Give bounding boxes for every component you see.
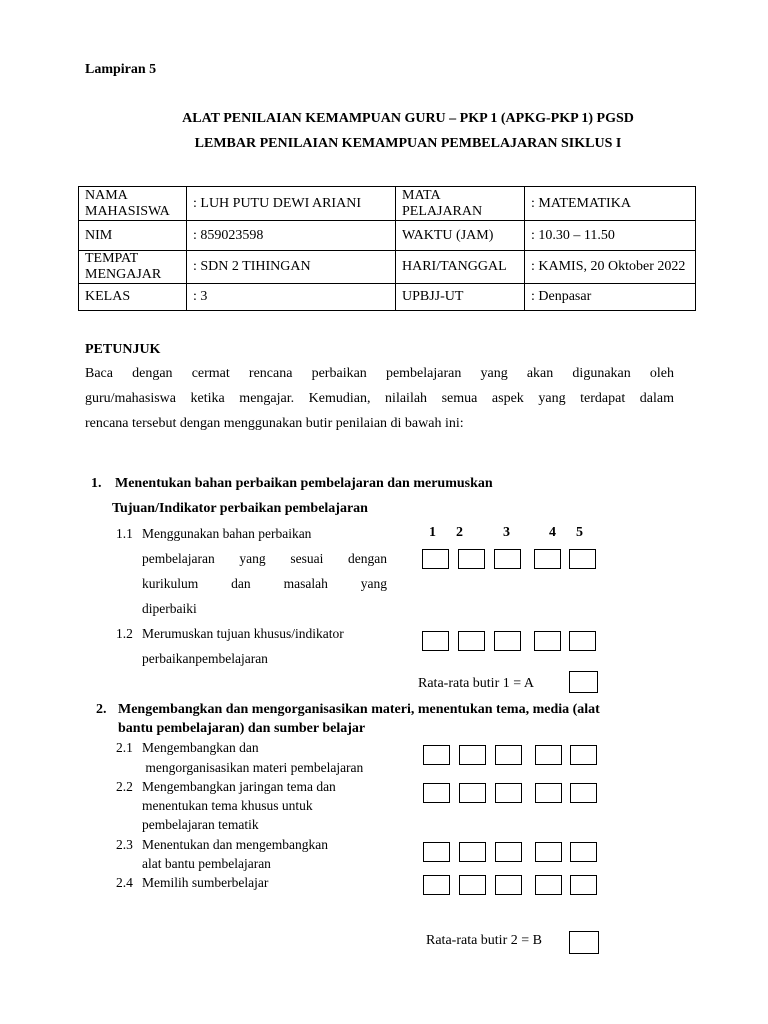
table-row xyxy=(79,251,696,284)
petunjuk-line-2: guru/mahasiswa ketika mengajar. Kemudian, nilailah semua aspek yang terdapat dalam xyxy=(85,391,674,406)
section2-title-line2: bantu pembelajaran) dan sumber belajar xyxy=(118,721,366,736)
rating-checkbox[interactable] xyxy=(569,549,596,569)
rating-checkbox[interactable] xyxy=(495,783,522,803)
rating-checkbox[interactable] xyxy=(459,783,486,803)
item-text: Merumuskan tujuan khusus/indikator xyxy=(142,626,344,641)
section1-title-line2: Tujuan/Indikator perbaikan pembelajaran xyxy=(112,501,368,516)
doc-title: ALAT PENILAIAN KEMAMPUAN GURU – PKP 1 (APKG-PKP 1) PGSD xyxy=(182,111,634,126)
item-text: mengorganisasikan materi pembelajaran xyxy=(142,760,364,775)
average-score-box[interactable] xyxy=(569,671,598,693)
item-text: perbaikanpembelajaran xyxy=(142,651,268,666)
item-number: 1.2 xyxy=(116,626,133,641)
scale-label: 4 xyxy=(549,525,556,540)
item-text: Mengembangkan dan xyxy=(142,740,259,755)
rating-checkbox[interactable] xyxy=(535,745,562,765)
rating-checkbox[interactable] xyxy=(422,631,449,651)
doc-subtitle: LEMBAR PENILAIAN KEMAMPUAN PEMBELAJARAN SIKLUS I xyxy=(194,136,622,151)
rating-checkbox[interactable] xyxy=(422,549,449,569)
item-text: pembelajaran tematik xyxy=(142,817,259,832)
table-cell: : SDN 2 TIHINGAN xyxy=(187,251,396,284)
section1-number: 1. xyxy=(91,476,102,491)
item-text: Menggunakan bahan perbaikan xyxy=(142,526,312,541)
average-label: Rata-rata butir 1 = A xyxy=(418,676,534,691)
petunjuk-line-3: rencana tersebut dengan menggunakan butir penilaian di bawah ini: xyxy=(85,416,464,431)
rating-checkbox[interactable] xyxy=(459,745,486,765)
item-text: kurikulum dan masalah yang xyxy=(142,576,387,591)
scale-label: 3 xyxy=(503,525,510,540)
table-cell: : LUH PUTU DEWI ARIANI xyxy=(187,187,396,221)
average-score-box[interactable] xyxy=(569,931,599,954)
section2-number: 2. xyxy=(96,702,107,717)
rating-checkbox[interactable] xyxy=(534,631,561,651)
table-row xyxy=(79,284,696,311)
table-cell: : 10.30 – 11.50 xyxy=(525,221,696,251)
rating-checkbox[interactable] xyxy=(535,842,562,862)
rating-checkbox[interactable] xyxy=(569,631,596,651)
rating-checkbox[interactable] xyxy=(495,745,522,765)
lampiran-label: Lampiran 5 xyxy=(85,62,157,77)
rating-checkbox[interactable] xyxy=(570,875,597,895)
rating-checkbox[interactable] xyxy=(535,875,562,895)
item-number: 2.3 xyxy=(116,837,133,852)
rating-checkbox[interactable] xyxy=(494,549,521,569)
rating-checkbox[interactable] xyxy=(570,783,597,803)
average-label: Rata-rata butir 2 = B xyxy=(426,933,542,948)
table-cell: NIM xyxy=(79,221,187,251)
rating-checkbox[interactable] xyxy=(459,875,486,895)
item-text: pembelajaran yang sesuai dengan xyxy=(142,551,387,566)
rating-checkbox[interactable] xyxy=(570,745,597,765)
table-cell: : KAMIS, 20 Oktober 2022 xyxy=(525,251,696,284)
info-table xyxy=(78,186,696,311)
rating-checkbox[interactable] xyxy=(423,745,450,765)
section1-title-line1: Menentukan bahan perbaikan pembelajaran dan merumuskan xyxy=(115,476,493,491)
item-number: 2.2 xyxy=(116,779,133,794)
item-text: alat bantu pembelajaran xyxy=(142,856,271,871)
item-text: Menentukan dan mengembangkan xyxy=(142,837,328,852)
table-cell: UPBJJ-UT xyxy=(396,284,525,311)
table-cell: KELAS xyxy=(79,284,187,311)
item-number: 2.1 xyxy=(116,740,133,755)
scale-label: 5 xyxy=(576,525,583,540)
item-text: Mengembangkan jaringan tema dan xyxy=(142,779,336,794)
scale-label: 1 xyxy=(429,525,436,540)
rating-checkbox[interactable] xyxy=(459,842,486,862)
scale-label: 2 xyxy=(456,525,463,540)
table-row xyxy=(79,187,696,221)
rating-checkbox[interactable] xyxy=(535,783,562,803)
petunjuk-line-1: Baca dengan cermat rencana perbaikan pembelajaran yang akan digunakan oleh xyxy=(85,366,674,381)
rating-checkbox[interactable] xyxy=(423,875,450,895)
table-cell: MATA PELAJARAN xyxy=(396,187,525,221)
petunjuk-heading: PETUNJUK xyxy=(85,342,161,357)
rating-checkbox[interactable] xyxy=(495,842,522,862)
section2-title-line1: Mengembangkan dan mengorganisasikan materi, menentukan tema, media (alat xyxy=(118,702,600,717)
item-text: Memilih sumberbelajar xyxy=(142,875,269,890)
rating-checkbox[interactable] xyxy=(458,549,485,569)
table-cell: WAKTU (JAM) xyxy=(396,221,525,251)
item-number: 2.4 xyxy=(116,875,133,890)
table-cell: : MATEMATIKA xyxy=(525,187,696,221)
rating-checkbox[interactable] xyxy=(570,842,597,862)
table-cell: : Denpasar xyxy=(525,284,696,311)
table-cell: : 3 xyxy=(187,284,396,311)
rating-checkbox[interactable] xyxy=(458,631,485,651)
table-cell: HARI/TANGGAL xyxy=(396,251,525,284)
rating-checkbox[interactable] xyxy=(423,842,450,862)
rating-checkbox[interactable] xyxy=(495,875,522,895)
item-text: diperbaiki xyxy=(142,601,197,616)
rating-checkbox[interactable] xyxy=(494,631,521,651)
table-cell: TEMPAT MENGAJAR xyxy=(79,251,187,284)
item-number: 1.1 xyxy=(116,526,133,541)
rating-checkbox[interactable] xyxy=(534,549,561,569)
table-cell: : 859023598 xyxy=(187,221,396,251)
item-text: menentukan tema khusus untuk xyxy=(142,798,313,813)
rating-checkbox[interactable] xyxy=(423,783,450,803)
table-cell: NAMA MAHASISWA xyxy=(79,187,187,221)
table-row xyxy=(79,221,696,251)
